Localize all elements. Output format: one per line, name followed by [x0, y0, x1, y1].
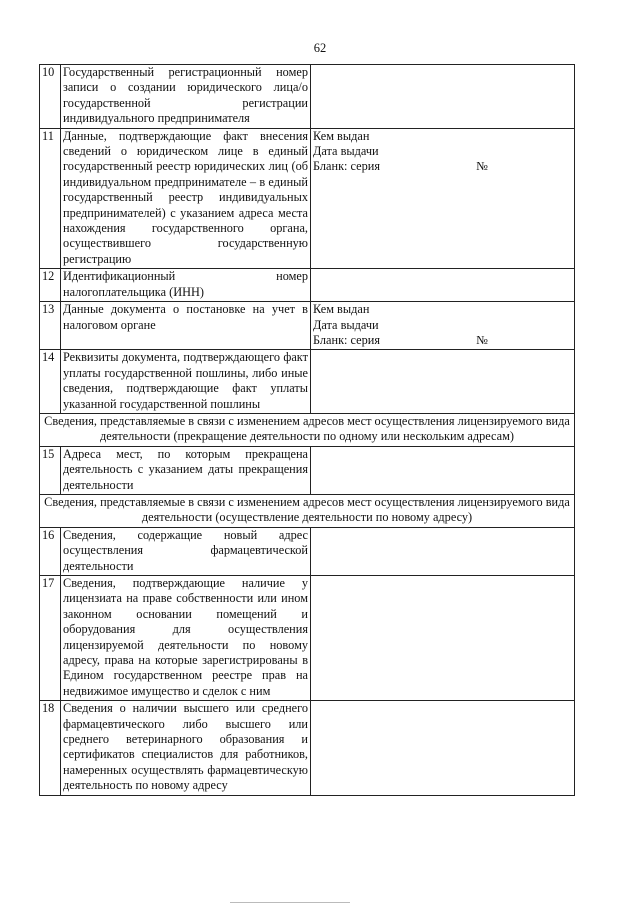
row-number: 14: [40, 350, 61, 414]
issue-date-label: Дата выдачи: [313, 144, 379, 159]
form-number-label: №: [476, 332, 488, 347]
row-number: 13: [40, 302, 61, 350]
issue-date-label: Дата выдачи: [313, 317, 379, 332]
row-value-field[interactable]: [311, 302, 575, 350]
row-label: Адреса мест, по которым прекращена деятельность с указанием даты прекращения деятельности: [61, 446, 311, 494]
row-number: 17: [40, 576, 61, 701]
row-number: 16: [40, 527, 61, 575]
table-row: [40, 128, 575, 269]
row-number: 12: [40, 269, 61, 302]
application-form-table: [39, 64, 575, 796]
form-series-label: Бланк: серия: [313, 332, 380, 347]
row-value-field[interactable]: [311, 576, 575, 701]
form-series-label: Бланк: серия: [313, 159, 380, 174]
row-value-field[interactable]: [311, 269, 575, 302]
row-number: 11: [40, 128, 61, 269]
row-value-field[interactable]: [311, 65, 575, 129]
table-row: [40, 701, 575, 795]
section-header-row: [40, 494, 575, 527]
row-value-field[interactable]: [311, 446, 575, 494]
section-header: Сведения, представляемые в связи с изменением адресов мест осуществления лицензируемого вида деятельности (осуществление деятельности по новому адресу): [40, 494, 575, 527]
issued-by-label: Кем выдан: [313, 302, 370, 317]
row-number: 10: [40, 65, 61, 129]
table-row: [40, 350, 575, 414]
table-row: [40, 446, 575, 494]
table-row: [40, 302, 575, 350]
row-label: Данные документа о постановке на учет в налоговом органе: [61, 302, 311, 350]
row-value-field[interactable]: [311, 350, 575, 414]
row-label: Сведения, содержащие новый адрес осуществления фармацевтической деятельности: [61, 527, 311, 575]
form-number-label: №: [476, 159, 488, 174]
row-label: Идентификационный номер налогоплательщика (ИНН): [61, 269, 311, 302]
row-number: 15: [40, 446, 61, 494]
table-row: [40, 65, 575, 129]
row-label: Реквизиты документа, подтверждающего факт уплаты государственной пошлины, либо иные сведения, подтверждающие факт уплаты указанной государственной пошлины: [61, 350, 311, 414]
issued-by-label: Кем выдан: [313, 128, 370, 143]
row-value-field[interactable]: [311, 527, 575, 575]
section-header: Сведения, представляемые в связи с изменением адресов мест осуществления лицензируемого вида деятельности (прекращение деятельности по одному или нескольким адресам): [40, 413, 575, 446]
row-value-field[interactable]: [311, 701, 575, 795]
table-row: [40, 269, 575, 302]
page-number: 62: [313, 41, 327, 55]
row-value-field[interactable]: [311, 128, 575, 269]
row-number: 18: [40, 701, 61, 795]
table-row: [40, 527, 575, 575]
row-label: Данные, подтверждающие факт внесения сведений о юридическом лице в единый государственный реестр юридических лиц (об индивидуальном предпринимателе – в единый государственный реестр индивидуальных предпринимателей) с указанием адреса места нахождения государственного органа, осуществившего государственную регистрацию: [61, 128, 311, 269]
row-label: Государственный регистрационный номер записи о создании юридического лица/о государственной регистрации индивидуального предпринимателя: [61, 65, 311, 129]
table-row: [40, 576, 575, 701]
row-label: Сведения о наличии высшего или среднего фармацевтического либо высшего или среднего ветеринарного образования и сертификатов специалистов для работников, намеренных осуществлять фармацевтическую деятельность по новому адресу: [61, 701, 311, 795]
scan-edge-line: [230, 902, 350, 903]
section-header-row: [40, 413, 575, 446]
row-label: Сведения, подтверждающие наличие у лицензиата на праве собственности или ином законном основании помещений и оборудования для осуществления лицензируемой деятельности по новому адресу, права на которые зарегистрированы в Едином государственном реестре прав на недвижимое имущество и сделок с ним: [61, 576, 311, 701]
